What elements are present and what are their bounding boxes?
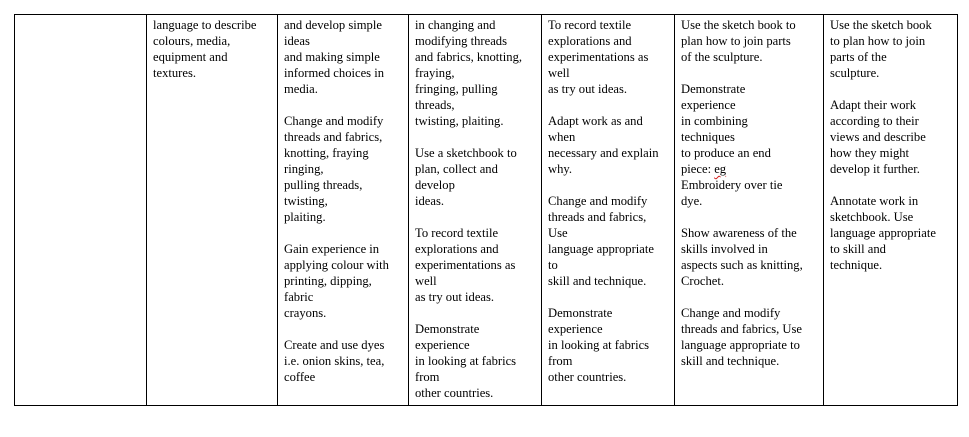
cell-text-line: Use	[548, 226, 568, 240]
cell-text-line: to skill and	[830, 242, 886, 256]
cell-text-line: Adapt their work	[830, 98, 917, 112]
cell-text-line: textures.	[153, 66, 197, 80]
cell-text-line: in changing and	[415, 18, 496, 32]
cell-text-line: crayons.	[284, 306, 327, 320]
cell-text-line: informed choices in	[284, 66, 385, 80]
cell-text-line: twisting, plaiting.	[415, 114, 504, 128]
cell-text-line: plaiting.	[284, 210, 326, 224]
cell-text-line: Use the sketch book to	[681, 18, 796, 32]
cell-text-line: to	[548, 258, 558, 272]
paragraph-gap	[415, 129, 536, 145]
cell-text-line: piece: eg	[681, 162, 727, 176]
cell-text-line: knotting, fraying	[284, 146, 369, 160]
cell-text-line: Create and use dyes	[284, 338, 385, 352]
cell-text-line: applying colour with	[284, 258, 389, 272]
cell-text-line: other countries.	[415, 386, 494, 400]
cell-text-line: of the sculpture.	[681, 50, 763, 64]
cell-text-line: experimentations as	[415, 258, 516, 272]
cell-text-line: threads and fabrics,	[548, 210, 647, 224]
cell-text-line: Gain experience in	[284, 242, 380, 256]
cell-text-line: language appropriate	[548, 242, 654, 256]
cell-text-line: develop it further.	[830, 162, 920, 176]
curriculum-table-wrapper	[14, 14, 958, 406]
cell-text-line: explorations and	[548, 34, 632, 48]
cell-text-line: Change and modify	[681, 306, 781, 320]
cell-text-line: Embroidery over tie	[681, 178, 783, 192]
paragraph-gap	[548, 177, 669, 193]
cell-text-line: dye.	[681, 194, 703, 208]
cell-text-line: explorations and	[415, 242, 499, 256]
cell-text-line: in looking at fabrics	[415, 354, 517, 368]
paragraph-gap	[548, 97, 669, 113]
cell-text-line: Crochet.	[681, 274, 725, 288]
cell-text-line: and develop simple	[284, 18, 382, 32]
cell-text-line: skills involved in	[681, 242, 768, 256]
cell-text-line: as try out ideas.	[548, 82, 628, 96]
cell-text-line: skill and technique.	[548, 274, 647, 288]
cell-text-line: necessary and explain	[548, 146, 659, 160]
cell-text-line: aspects such as knitting,	[681, 258, 803, 272]
cell-text-line: printing, dipping,	[284, 274, 372, 288]
cell-text-line: Adapt work as and	[548, 114, 643, 128]
cell-text-line: to plan how to join	[830, 34, 926, 48]
cell-text-line: and making simple	[284, 50, 380, 64]
cell-text-line: technique.	[830, 258, 883, 272]
cell-text-line: i.e. onion skins, tea,	[284, 354, 385, 368]
paragraph-gap	[284, 321, 403, 337]
cell-text-line: ideas.	[415, 194, 445, 208]
cell-text-line: how they might	[830, 146, 910, 160]
cell-text-line: Use a sketchbook to	[415, 146, 517, 160]
table-cell	[278, 15, 409, 406]
cell-text-line: experience	[415, 338, 470, 352]
cell-text-line: To record textile	[548, 18, 632, 32]
cell-text-line: Demonstrate	[548, 306, 613, 320]
cell-text-line: To record textile	[415, 226, 499, 240]
cell-text-line: in looking at fabrics	[548, 338, 650, 352]
cell-text-line: well	[548, 66, 570, 80]
cell-text-line: fraying,	[415, 66, 455, 80]
table-cell	[409, 15, 542, 406]
table-cell	[15, 15, 147, 406]
table-row	[15, 15, 958, 406]
cell-text-line: Demonstrate	[681, 82, 746, 96]
cell-text-line: in combining	[681, 114, 748, 128]
paragraph-gap	[415, 305, 536, 321]
cell-text-line: Show awareness of the	[681, 226, 797, 240]
cell-text-line: ringing,	[284, 162, 324, 176]
cell-text-line: Change and modify	[284, 114, 384, 128]
cell-text-line: skill and technique.	[681, 354, 780, 368]
cell-text-line: colours, media,	[153, 34, 231, 48]
cell-text-line: language to describe	[153, 18, 257, 32]
cell-text-line: pulling threads,	[284, 178, 363, 192]
cell-text-line: ideas	[284, 34, 310, 48]
cell-text-line: from	[415, 370, 440, 384]
spellcheck-word: eg	[714, 162, 727, 176]
paragraph-gap	[830, 177, 952, 193]
cell-text-line: experimentations as	[548, 50, 649, 64]
cell-text-line: threads and fabrics,	[284, 130, 383, 144]
cell-text-line: from	[548, 354, 573, 368]
cell-text-line: when	[548, 130, 576, 144]
cell-text-line: why.	[548, 162, 573, 176]
table-cell	[675, 15, 824, 406]
cell-text-line: threads and fabrics, Use	[681, 322, 802, 336]
table-cell	[824, 15, 958, 406]
cell-text-line: twisting,	[284, 194, 328, 208]
cell-text-line: experience	[681, 98, 736, 112]
cell-text-line: techniques	[681, 130, 735, 144]
cell-text-line: experience	[548, 322, 603, 336]
cell-text-line: according to their	[830, 114, 919, 128]
paragraph-gap	[681, 65, 818, 81]
cell-text-line: as try out ideas.	[415, 290, 495, 304]
table-cell	[542, 15, 675, 406]
table-cell	[147, 15, 278, 406]
cell-text-line: other countries.	[548, 370, 627, 384]
cell-text-line: develop	[415, 178, 455, 192]
cell-text-line: language appropriate to	[681, 338, 800, 352]
cell-text-line: Change and modify	[548, 194, 648, 208]
paragraph-gap	[830, 81, 952, 97]
paragraph-gap	[681, 289, 818, 305]
cell-text-line: and fabrics, knotting,	[415, 50, 523, 64]
curriculum-table	[14, 14, 958, 406]
cell-text-line: language appropriate	[830, 226, 936, 240]
cell-text-line: fabric	[284, 290, 314, 304]
cell-text-line: views and describe	[830, 130, 926, 144]
cell-text-line: fringing, pulling	[415, 82, 498, 96]
cell-text-line: Use the sketch book	[830, 18, 932, 32]
cell-text-line: well	[415, 274, 437, 288]
cell-text-line: plan, collect and	[415, 162, 498, 176]
paragraph-gap	[284, 225, 403, 241]
cell-text-line: to produce an end	[681, 146, 771, 160]
cell-text-line: threads,	[415, 98, 455, 112]
cell-text-line: coffee	[284, 370, 316, 384]
cell-text-line: Demonstrate	[415, 322, 480, 336]
paragraph-gap	[548, 289, 669, 305]
cell-text-line: parts of the	[830, 50, 887, 64]
cell-text-line: equipment and	[153, 50, 228, 64]
cell-text-line: media.	[284, 82, 318, 96]
cell-text-line: sculpture.	[830, 66, 880, 80]
cell-text-line: sketchbook. Use	[830, 210, 914, 224]
cell-text-line: Annotate work in	[830, 194, 919, 208]
paragraph-gap	[681, 209, 818, 225]
paragraph-gap	[284, 97, 403, 113]
cell-text-line: modifying threads	[415, 34, 507, 48]
paragraph-gap	[415, 209, 536, 225]
cell-text-line: plan how to join parts	[681, 34, 791, 48]
